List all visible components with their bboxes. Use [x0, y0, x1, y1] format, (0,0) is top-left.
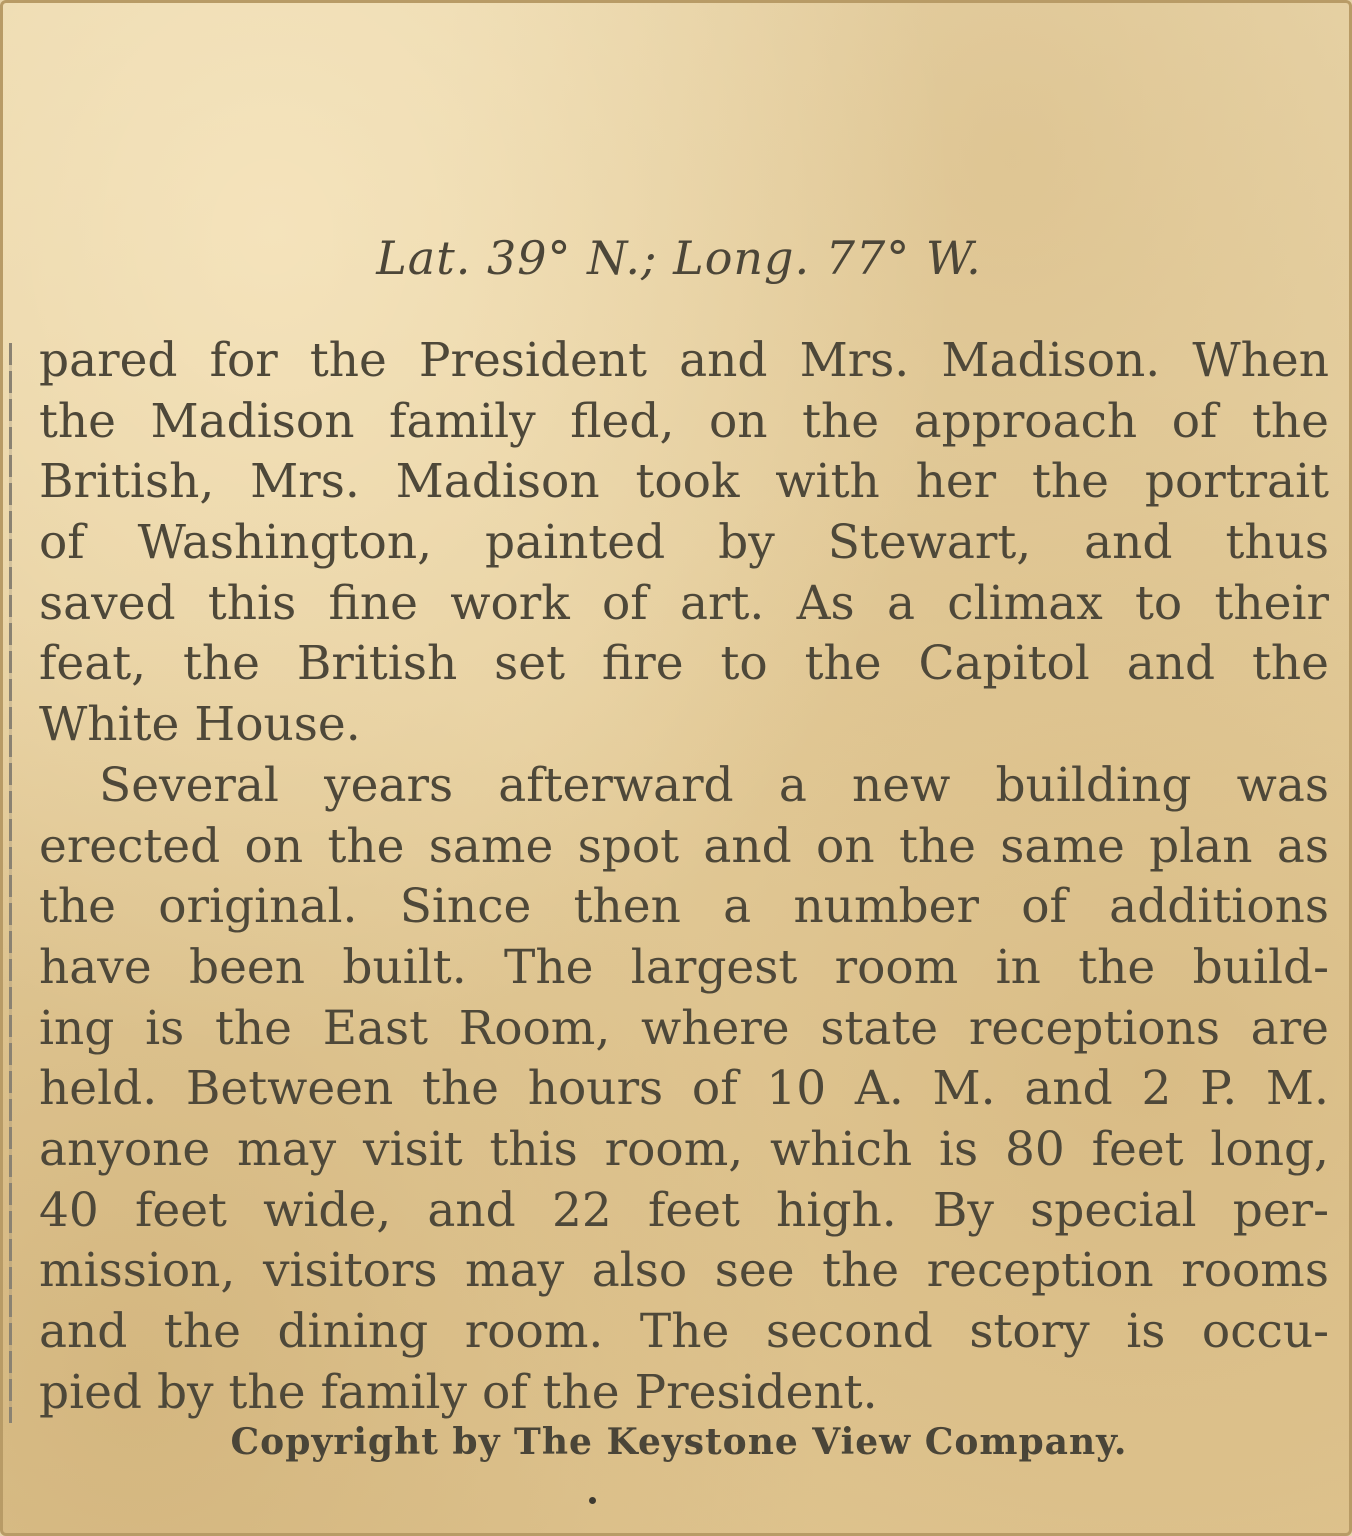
- text-line: the Madison family fled, on the approach of the: [39, 393, 1329, 449]
- text-line: held. Between the hours of 10 A. M. and 2 P. M.: [39, 1061, 1329, 1117]
- text-line: mission, visitors may also see the reception rooms: [39, 1243, 1329, 1299]
- text-line: pied by the family of the President.: [39, 1364, 878, 1420]
- paragraph-2: [39, 756, 1329, 1424]
- coordinates-heading: Lat. 39° N.; Long. 77° W.: [376, 231, 982, 285]
- text-line: anyone may visit this room, which is 80 feet long,: [39, 1121, 1329, 1177]
- text-line: pared for the President and Mrs. Madison. When: [39, 333, 1329, 388]
- text-line: feat, the British set fire to the Capitol and the: [39, 636, 1329, 692]
- left-margin-rule: [9, 343, 12, 1423]
- description-text: [39, 331, 1329, 1423]
- text-line: White House.: [39, 697, 361, 753]
- text-line: 40 feet wide, and 22 feet high. By special per-: [39, 1182, 1329, 1238]
- text-line: ing is the East Room, where state receptions are: [39, 1000, 1329, 1056]
- text-line: the original. Since then a number of additions: [39, 879, 1329, 935]
- text-line: have been built. The largest room in the build-: [39, 939, 1329, 995]
- ink-dot: [589, 1497, 596, 1504]
- text-line: Several years afterward a new building was: [99, 757, 1329, 813]
- text-line: British, Mrs. Madison took with her the portrait: [39, 454, 1329, 510]
- text-line: and the dining room. The second story is occu-: [39, 1304, 1329, 1359]
- text-line: of Washington, painted by Stewart, and thus: [39, 515, 1329, 571]
- text-line: erected on the same spot and on the same plan as: [39, 818, 1329, 874]
- text-line: saved this fine work of art. As a climax to their: [39, 575, 1329, 631]
- copyright-line: Copyright by The Keystone View Company.: [230, 1421, 1128, 1463]
- paragraph-1: [39, 331, 1329, 756]
